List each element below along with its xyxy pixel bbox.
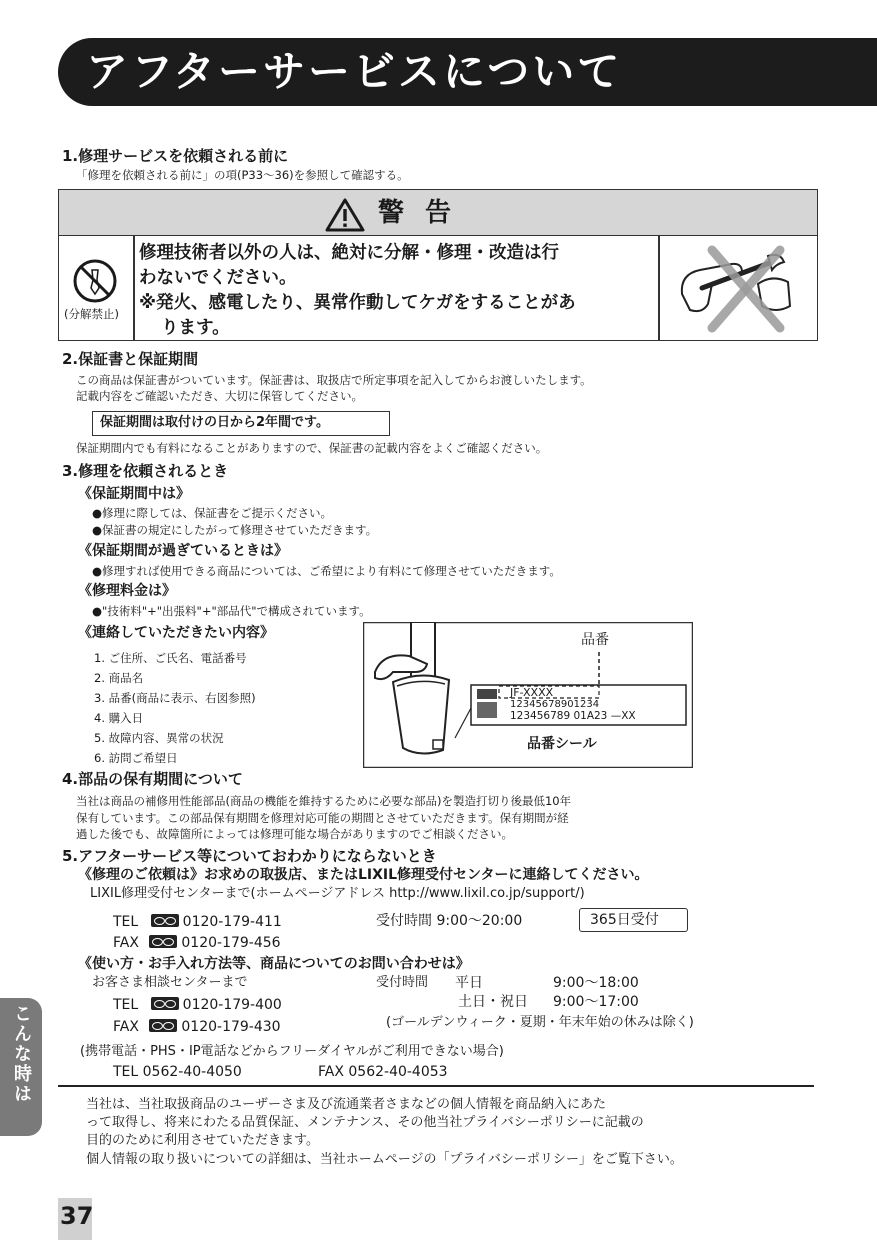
privacy-line-3: 目的のために利用させていただきます。 — [86, 1133, 319, 1148]
repair-tel-number: 0120-179-411 — [182, 914, 282, 930]
contact-item-6: 6. 訪問ご希望日 — [94, 751, 178, 765]
contact-item-3: 3. 品番(商品に表示、右図参照) — [94, 691, 256, 705]
warning-line-2: わないでください。 — [139, 268, 297, 288]
contact-item-1: 1. ご住所、ご氏名、電話番号 — [94, 651, 247, 665]
consult-tel-number: 0120-179-400 — [182, 997, 282, 1013]
warning-divider-right — [658, 236, 660, 340]
tel-label: TEL — [113, 914, 139, 930]
repair-request-line: 《修理のご依頼は》お求めの取扱店、またはLIXIL修理受付センターに連絡してください。 — [78, 867, 649, 883]
prohibit-label: (分解禁止) — [64, 307, 119, 321]
tel-label: TEL — [113, 997, 139, 1013]
privacy-divider — [58, 1085, 814, 1087]
section-3-sub-1-bullet-2: ●保証書の規定にしたがって修理させていただきます。 — [92, 523, 378, 537]
seal-line-2: 1234567890123̇4 — [510, 699, 600, 710]
free-dial-icon — [151, 914, 179, 927]
consult-center: お客さま相談センターまで — [92, 975, 248, 990]
section-3-sub-1: 《保証期間中は》 — [78, 486, 190, 502]
mobile-note: (携帯電話・PHS・IP電話などからフリーダイヤルがご利用できない場合) — [80, 1044, 504, 1059]
section-3-sub-1-bullet-1: ●修理に際しては、保証書をご提示ください。 — [92, 506, 333, 520]
section-1-text: 「修理を依頼される前に」の項(P33〜36)を参照して確認する。 — [76, 168, 409, 182]
consult-tel-row — [113, 995, 282, 1015]
weekday-hours: 9:00〜18:00 — [553, 975, 639, 991]
section-2-line-1: この商品は保証書がついています。保証書は、取扱店で所定事項を記入してからお渡しいたします。 — [76, 373, 592, 387]
privacy-line-4: 個人情報の取り扱いについての詳細は、当社ホームページの「プライバシーポリシー」をご覧下さい。 — [86, 1152, 683, 1167]
free-dial-icon — [151, 997, 179, 1010]
section-4-line-3: 過した後でも、故障箇所によっては修理可能な場合がありますのでご相談ください。 — [76, 827, 513, 841]
warning-divider-left — [133, 236, 135, 340]
contact-item-4: 4. 購入日 — [94, 711, 144, 725]
repair-center-line: LIXIL修理受付センターまで(ホームページアドレス http://www.lixil.co.jp/support/) — [90, 886, 585, 901]
fax-label: FAX — [113, 935, 139, 951]
seal-line-1: JF-XXXX — [510, 686, 554, 699]
figure-part-label: 品番 — [581, 632, 609, 648]
section-3-sub-2: 《保証期間が過ぎているときは》 — [78, 543, 288, 559]
free-dial-icon — [149, 1019, 177, 1032]
mobile-fax: FAX 0562-40-4053 — [318, 1064, 448, 1080]
holiday-note: (ゴールデンウィーク・夏期・年末年始の休みは除く) — [386, 1015, 694, 1030]
weekend-label: 土日・祝日 — [458, 994, 528, 1010]
section-2-line-2: 記載内容をご確認いただき、大切に保管してください。 — [76, 389, 364, 403]
figure-seal-label: 品番シール — [527, 736, 597, 752]
usage-inquiry-heading: 《使い方・お手入れ方法等、商品についてのお問い合わせは》 — [78, 956, 470, 972]
free-dial-icon — [149, 935, 177, 948]
page-title: アフターサービスについて — [86, 47, 623, 96]
no-repair-illustration — [672, 244, 804, 334]
section-4-line-1: 当社は商品の補修用性能部品(商品の機能を維持するために必要な部品)を製造打切り後最低10年 — [76, 794, 572, 808]
no-disassembly-icon — [72, 258, 118, 304]
weekend-hours: 9:00〜17:00 — [553, 994, 639, 1010]
privacy-line-1: 当社は、当社取扱商品のユーザーさま及び流通業者さまなどの個人情報を商品納入にあた — [86, 1097, 607, 1112]
warning-title: 警 告 — [378, 198, 458, 228]
warning-line-4: ります。 — [161, 318, 230, 338]
repair-reception-hours: 受付時間 9:00〜20:00 — [376, 913, 523, 929]
mobile-tel: TEL 0562-40-4050 — [113, 1064, 242, 1080]
365-day-badge-text: 365日受付 — [590, 912, 659, 928]
section-4-heading: 4.部品の保有期間について — [62, 770, 243, 788]
section-3-sub-3: 《修理料金は》 — [78, 583, 176, 599]
section-3-heading: 3.修理を依頼されるとき — [62, 462, 229, 480]
warning-triangle-icon — [325, 198, 365, 232]
side-tab-label: こんな時は — [11, 1004, 32, 1104]
weekday-label: 平日 — [455, 975, 483, 991]
consult-reception: 受付時間 — [376, 975, 429, 990]
repair-tel-row — [113, 912, 282, 932]
section-2-note: 保証期間内でも有料になることがありますので、保証書の記載内容をよくご確認ください。 — [76, 441, 548, 455]
section-3-sub-3-bullet-1: ●"技術料"+"出張料"+"部品代"で構成されています。 — [92, 604, 371, 618]
consult-fax-row — [113, 1017, 281, 1037]
section-2-heading: 2.保証書と保証期間 — [62, 350, 199, 368]
repair-fax-number: 0120-179-456 — [181, 935, 281, 951]
section-3-sub-4: 《連絡していただきたい内容》 — [78, 625, 274, 641]
section-1-heading: 1.修理サービスを依頼される前に — [62, 147, 289, 165]
contact-item-2: 2. 商品名 — [94, 671, 144, 685]
warning-line-1: 修理技術者以外の人は、絶対に分解・修理・改造は行 — [139, 243, 559, 263]
warning-line-3: ※発火、感電したり、異常作動してケガをすることがあ — [139, 293, 576, 313]
contact-item-5: 5. 故障内容、異常の状況 — [94, 731, 224, 745]
privacy-line-2: って取得し、将来にわたる品質保証、メンテナンス、その他当社プライバシーポリシーに記載の — [86, 1115, 644, 1130]
warranty-period: 保証期間は取付けの日から2年間です。 — [100, 415, 330, 430]
repair-fax-row — [113, 933, 281, 953]
section-3-sub-2-bullet-1: ●修理すれば使用できる商品については、ご希望により有料にて修理させていただきます。 — [92, 564, 561, 578]
consult-fax-number: 0120-179-430 — [181, 1019, 281, 1035]
section-4-line-2: 保有しています。この部品保有期間を修理対応可能の期間とさせていただきます。保有期間が経 — [76, 811, 569, 825]
page-number: 37 — [60, 1202, 94, 1230]
fax-label: FAX — [113, 1019, 139, 1035]
section-5-heading: 5.アフターサービス等についておわかりにならないとき — [62, 847, 437, 865]
seal-line-3: 123456789 01A23 —XX — [510, 710, 636, 722]
